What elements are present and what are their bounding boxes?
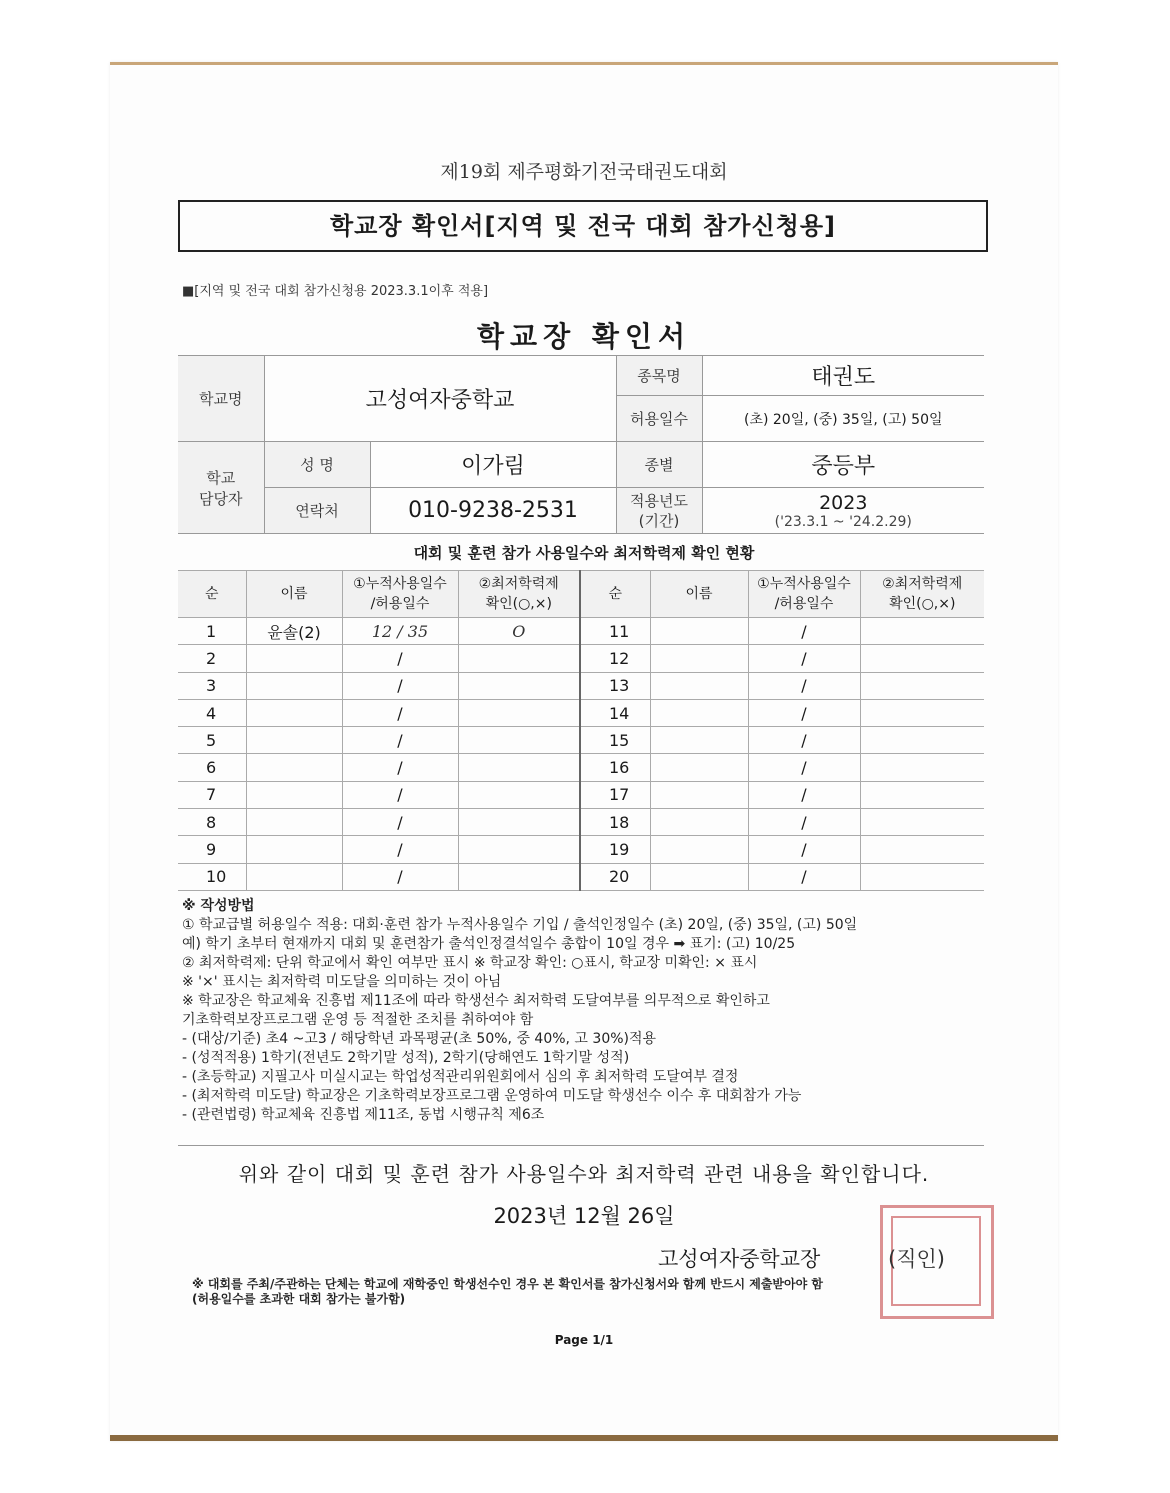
sport-value: 태권도 xyxy=(702,356,984,396)
method-line: ※ 학교장은 학교체육 진흥법 제11조에 따라 학생선수 최저학력 도달여부를 의무적으로 확인하고 xyxy=(182,993,770,1009)
name-label: 성 명 xyxy=(264,442,370,488)
cell-min xyxy=(860,836,984,863)
table-row xyxy=(178,618,984,645)
col-days-left: ①누적사용일수 /허용일수 xyxy=(342,571,458,618)
event-title: 제19회 제주평화기전국태권도대회 xyxy=(440,161,728,183)
cell-days: / xyxy=(342,672,458,699)
cell-days: / xyxy=(342,809,458,836)
cell-no: 8 xyxy=(178,809,246,836)
cell-min xyxy=(860,781,984,808)
cell-days: / xyxy=(342,836,458,863)
school-label: 학교명 xyxy=(178,356,264,442)
cell-name xyxy=(246,727,342,754)
cell-no: 13 xyxy=(580,672,650,699)
cell-no: 4 xyxy=(178,699,246,726)
cell-days: / xyxy=(748,781,860,808)
form-title-box: 학교장 확인서[지역 및 전국 대회 참가신청용] xyxy=(178,200,988,252)
cell-days: / xyxy=(342,863,458,890)
cell-days: / xyxy=(748,809,860,836)
cell-days: / xyxy=(748,699,860,726)
col-no-left: 순 xyxy=(178,571,246,618)
sport-label: 종목명 xyxy=(616,356,702,396)
document-page xyxy=(110,62,1058,1441)
cell-min xyxy=(458,699,580,726)
writing-method xyxy=(182,897,1052,1125)
confirm-statement: 위와 같이 대회 및 훈련 참가 사용일수와 최저학력 관련 내용을 확인합니다. xyxy=(238,1162,930,1186)
cell-name xyxy=(650,645,748,672)
cell-no: 10 xyxy=(178,863,246,890)
cell-no: 9 xyxy=(178,836,246,863)
cell-days: / xyxy=(748,863,860,890)
method-line: - (대상/기준) 초4 ~고3 / 해당학년 과목평균(초 50%, 중 40%, 고 30%)적용 xyxy=(182,1031,657,1047)
cell-days: / xyxy=(748,618,860,645)
col-name-left: 이름 xyxy=(246,571,342,618)
allowed-label: 허용일수 xyxy=(616,396,702,442)
name-value: 이가림 xyxy=(370,442,616,488)
cell-days: / xyxy=(748,672,860,699)
cell-min xyxy=(860,727,984,754)
col-min-right: ②최저학력제 확인(○,×) xyxy=(860,571,984,618)
allowed-value: (초) 20일, (중) 35일, (고) 50일 xyxy=(702,396,984,442)
cell-no: 19 xyxy=(580,836,650,863)
cell-min xyxy=(458,781,580,808)
cell-name xyxy=(246,836,342,863)
col-min-left: ②최저학력제 확인(○,×) xyxy=(458,571,580,618)
division-label: 종별 xyxy=(616,442,702,488)
method-line: ※ '×' 표시는 최저학력 미도달을 의미하는 것이 아님 xyxy=(182,974,502,990)
table-row xyxy=(178,699,984,726)
method-line: ① 학교급별 허용일수 적용: 대회·훈련 참가 누적사용일수 기입 / 출석인정일수 (초) 20일, (중) 35일, (고) 50일 xyxy=(182,917,858,933)
cell-min: O xyxy=(458,618,580,645)
table-row xyxy=(178,754,984,781)
method-line: ② 최저학력제: 단위 학교에서 확인 여부만 표시 ※ 학교장 확인: ○표시, 학교장 미확인: × 표시 xyxy=(182,955,758,971)
cell-name xyxy=(650,836,748,863)
method-line: - (관련법령) 학교체육 진흥법 제11조, 동법 시행규칙 제6조 xyxy=(182,1107,545,1123)
cell-days: / xyxy=(342,699,458,726)
cell-min xyxy=(860,672,984,699)
cell-no: 18 xyxy=(580,809,650,836)
year-label: 적용년도 (기간) xyxy=(616,488,702,534)
table-row xyxy=(178,809,984,836)
cell-name xyxy=(246,645,342,672)
cell-name xyxy=(650,672,748,699)
method-line: - (최저학력 미도달) 학교장은 기초학력보장프로그램 운영하여 미도달 학생선수 이수 후 대회참가 가능 xyxy=(182,1088,802,1104)
year-value: 2023 xyxy=(819,491,868,514)
cell-name xyxy=(650,809,748,836)
cell-no: 12 xyxy=(580,645,650,672)
cell-days: / xyxy=(342,727,458,754)
col-days-right: ①누적사용일수 /허용일수 xyxy=(748,571,860,618)
cell-days: / xyxy=(748,754,860,781)
cell-no: 2 xyxy=(178,645,246,672)
phone-value: 010-9238-2531 xyxy=(370,488,616,534)
cell-no: 7 xyxy=(178,781,246,808)
cell-days: 12 / 35 xyxy=(342,618,458,645)
apply-note: ■[지역 및 전국 대회 참가신청용 2023.3.1이후 적용] xyxy=(182,284,489,299)
phone-label: 연락처 xyxy=(264,488,370,534)
cell-name xyxy=(650,618,748,645)
cell-no: 5 xyxy=(178,727,246,754)
cell-days: / xyxy=(342,754,458,781)
table-row xyxy=(178,672,984,699)
divider xyxy=(178,1145,984,1146)
cell-name xyxy=(246,809,342,836)
cell-min xyxy=(860,699,984,726)
cell-no: 14 xyxy=(580,699,650,726)
cell-name xyxy=(246,672,342,699)
cell-name xyxy=(650,863,748,890)
cell-no: 3 xyxy=(178,672,246,699)
contact-label: 학교 담당자 xyxy=(178,442,264,534)
cell-name xyxy=(650,699,748,726)
year-cell xyxy=(702,488,984,534)
year-period: ('23.3.1 ~ '24.2.29) xyxy=(774,513,912,530)
participation-table xyxy=(178,570,984,891)
cell-days: / xyxy=(748,727,860,754)
issue-date: 2023년 12월 26일 xyxy=(493,1204,675,1228)
cell-min xyxy=(458,672,580,699)
school-value: 고성여자중학교 xyxy=(264,356,616,442)
col-no-right: 순 xyxy=(580,571,650,618)
table-row xyxy=(178,836,984,863)
cell-days: / xyxy=(748,836,860,863)
cell-no: 6 xyxy=(178,754,246,781)
cell-min xyxy=(458,809,580,836)
cell-no: 17 xyxy=(580,781,650,808)
table-row xyxy=(178,781,984,808)
cell-name xyxy=(246,754,342,781)
cell-min xyxy=(458,754,580,781)
cell-name xyxy=(650,781,748,808)
info-table xyxy=(178,355,984,534)
method-line: ※ 작성방법 xyxy=(182,898,255,914)
cell-min xyxy=(458,863,580,890)
cell-name xyxy=(246,781,342,808)
cell-name xyxy=(650,754,748,781)
cell-min xyxy=(860,645,984,672)
cell-min xyxy=(860,809,984,836)
cell-min xyxy=(860,754,984,781)
method-line: - (성적적용) 1학기(전년도 2학기말 성적), 2학기(당해연도 1학기말 성적) xyxy=(182,1050,630,1066)
cell-name: 윤솔(2) xyxy=(246,618,342,645)
cell-name xyxy=(246,863,342,890)
table-row xyxy=(178,645,984,672)
cell-min xyxy=(458,836,580,863)
cell-min xyxy=(458,645,580,672)
cell-no: 16 xyxy=(580,754,650,781)
col-name-right: 이름 xyxy=(650,571,748,618)
footnote-line: ※ 대회를 주최/주관하는 단체는 학교에 재학중인 학생선수인 경우 본 확인서를 참가신청서와 함께 반드시 제출받아야 함 xyxy=(192,1277,823,1291)
method-line: 예) 학기 초부터 현재까지 대회 및 훈련참가 출석인정결석일수 총합이 10일 경우 ➡ 표기: (고) 10/25 xyxy=(182,936,796,952)
table-row xyxy=(178,727,984,754)
division-value: 중등부 xyxy=(702,442,984,488)
cell-name xyxy=(650,727,748,754)
cell-min xyxy=(860,618,984,645)
cell-days: / xyxy=(342,645,458,672)
cell-no: 1 xyxy=(178,618,246,645)
method-line: 기초학력보장프로그램 운영 등 적절한 조치를 취하여야 함 xyxy=(182,1012,534,1028)
document-title: 학교장 확인서 xyxy=(476,320,692,353)
seal-label: (직인) xyxy=(888,1247,945,1271)
cell-no: 15 xyxy=(580,727,650,754)
footnote xyxy=(192,1277,823,1307)
page-number: Page 1/1 xyxy=(554,1333,614,1347)
section-title: 대회 및 훈련 참가 사용일수와 최저학력제 확인 현황 xyxy=(413,544,755,562)
cell-min xyxy=(860,863,984,890)
cell-name xyxy=(246,699,342,726)
principal-name: 고성여자중학교장 xyxy=(658,1247,821,1271)
cell-no: 20 xyxy=(580,863,650,890)
method-line: - (초등학교) 지필고사 미실시교는 학업성적관리위원회에서 심의 후 최저학력 도달여부 결정 xyxy=(182,1069,739,1085)
cell-days: / xyxy=(342,781,458,808)
cell-no: 11 xyxy=(580,618,650,645)
footnote-line: (허용일수를 초과한 대회 참가는 불가함) xyxy=(192,1292,406,1306)
cell-days: / xyxy=(748,645,860,672)
table-row xyxy=(178,863,984,890)
cell-min xyxy=(458,727,580,754)
